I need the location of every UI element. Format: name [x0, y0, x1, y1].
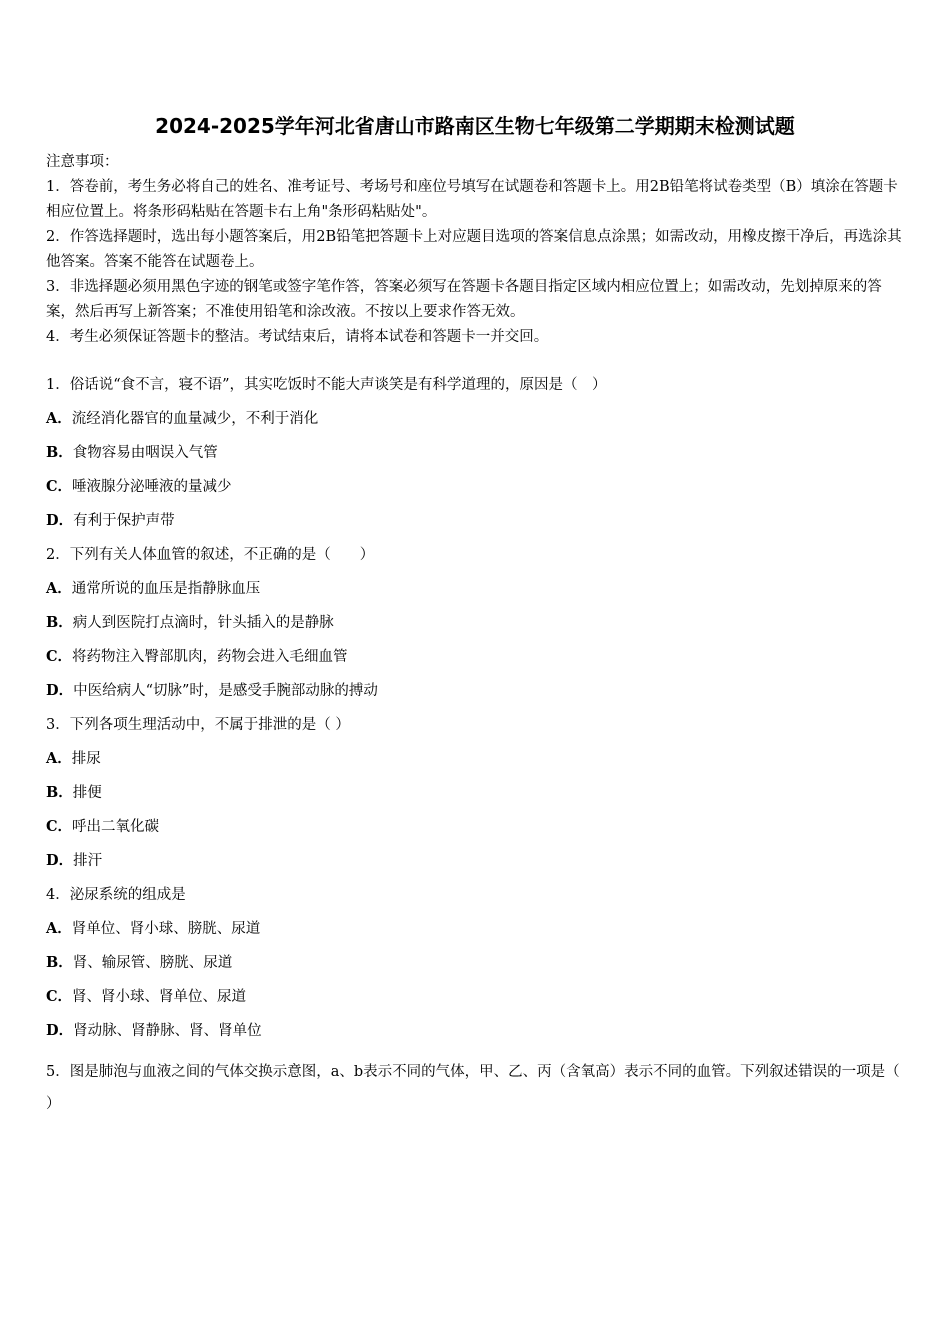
option-text: 肾、肾小球、肾单位、尿道	[72, 989, 247, 1005]
question-1	[46, 372, 908, 542]
option-text: 病人到医院打点滴时，针头插入的是静脉	[72, 615, 334, 631]
option-text: 将药物注入臀部肌肉，药物会进入毛细血管	[72, 649, 348, 665]
option-letter: B．	[46, 614, 73, 631]
option-letter: C．	[46, 648, 73, 665]
option-letter: C．	[46, 988, 73, 1005]
option-letter: A．	[46, 410, 72, 427]
option-text: 流经消化器官的血量减少，不利于消化	[71, 411, 319, 427]
option-d	[46, 678, 908, 712]
option-c	[46, 984, 908, 1018]
option-letter: C．	[46, 818, 73, 835]
option-text: 呼出二氧化碳	[72, 819, 160, 835]
question-5	[46, 1056, 908, 1120]
option-letter: D．	[46, 1022, 74, 1039]
option-letter: A．	[46, 750, 72, 767]
option-letter: B．	[46, 784, 73, 801]
option-c	[46, 644, 908, 678]
notice-item: 1．答卷前，考生务必将自己的姓名、准考证号、考场号和座位号填写在试题卷和答题卡上。用2B铅笔将试卷类型（B）填涂在答题卡相应位置上。将条形码粘贴在答题卡右上角"条形码粘贴处"。	[46, 179, 898, 220]
option-b	[46, 950, 908, 984]
option-d	[46, 1018, 908, 1052]
question-stem: 3．下列各项生理活动中，不属于排泄的是（ ）	[46, 717, 350, 733]
notice-item: 3．非选择题必须用黑色字迹的钢笔或签字笔作答，答案必须写在答题卡各题目指定区域内相应位置上；如需改动，先划掉原来的答案，然后再写上新答案；不准使用铅笔和涂改液。不按以上要求作答无效。	[46, 279, 882, 320]
option-a	[46, 746, 908, 780]
option-text: 唾液腺分泌唾液的量减少	[72, 479, 232, 495]
question-2	[46, 542, 908, 712]
option-text: 中医给病人“切脉”时，是感受手腕部动脉的搏动	[73, 683, 378, 699]
option-letter: D．	[46, 682, 74, 699]
option-text: 肾、输尿管、膀胱、尿道	[72, 955, 233, 971]
option-a	[46, 576, 908, 610]
notice-heading: 注意事项：	[46, 154, 119, 170]
notice-item: 4．考生必须保证答题卡的整洁。考试结束后，请将本试卷和答题卡一并交回。	[46, 329, 549, 345]
option-letter: B．	[46, 444, 73, 461]
option-letter: D．	[46, 512, 74, 529]
option-d	[46, 508, 908, 542]
question-stem: 1．俗话说“食不言，寝不语”，其实吃饭时不能大声谈笑是有科学道理的，原因是（ ）	[46, 377, 607, 393]
option-letter: A．	[46, 920, 72, 937]
option-text: 排汗	[73, 853, 103, 869]
question-4	[46, 882, 908, 1052]
page-title: 2024-2025学年河北省唐山市路南区生物七年级第二学期期末检测试题	[155, 114, 795, 138]
option-d	[46, 848, 908, 882]
option-text: 肾动脉、肾静脉、肾、肾单位	[73, 1023, 262, 1039]
option-letter: C．	[46, 478, 73, 495]
notice-section	[46, 150, 908, 350]
option-b	[46, 610, 908, 644]
option-text: 排便	[72, 785, 102, 801]
option-letter: D．	[46, 852, 74, 869]
option-text: 肾单位、肾小球、膀胱、尿道	[71, 921, 261, 937]
question-stem: 4．泌尿系统的组成是	[46, 887, 186, 903]
option-c	[46, 814, 908, 848]
question-3	[46, 712, 908, 882]
option-text: 有利于保护声带	[73, 513, 175, 529]
option-letter: B．	[46, 954, 73, 971]
option-a	[46, 916, 908, 950]
option-text: 排尿	[71, 751, 101, 767]
option-text: 食物容易由咽误入气管	[72, 445, 218, 461]
option-a	[46, 406, 908, 440]
option-letter: A．	[46, 580, 72, 597]
option-b	[46, 780, 908, 814]
option-text: 通常所说的血压是指静脉血压	[71, 581, 261, 597]
notice-item: 2．作答选择题时，选出每小题答案后，用2B铅笔把答题卡上对应题目选项的答案信息点涂黑；如需改动，用橡皮擦干净后，再选涂其他答案。答案不能答在试题卷上。	[46, 229, 902, 270]
question-stem: 5．图是肺泡与血液之间的气体交换示意图，a、b表示不同的气体，甲、乙、丙（含氧高）表示不同的血管。下列叙述错误的一项是（ ）	[46, 1064, 900, 1112]
question-stem: 2．下列有关人体血管的叙述，不正确的是（ ）	[46, 547, 375, 563]
option-b	[46, 440, 908, 474]
option-c	[46, 474, 908, 508]
question-list	[46, 372, 908, 1120]
